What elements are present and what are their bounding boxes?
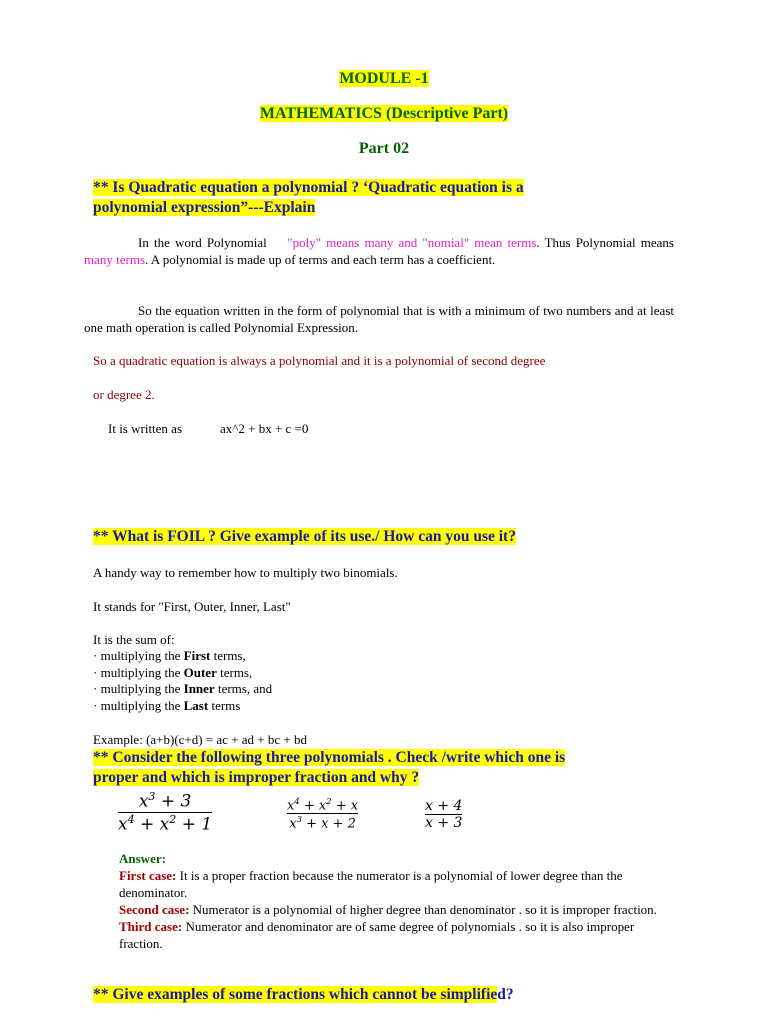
question-4 [93, 985, 514, 1005]
foil-item-first: · multiplying the First terms, [93, 648, 246, 663]
question-1 [93, 178, 653, 218]
question-4-tail: d? [497, 986, 514, 1003]
foil-line-2: It stands for "First, Outer, Inner, Last" [93, 599, 291, 614]
q1-p1-highlight-1: "poly" means many and "nomial" mean terms [287, 235, 537, 250]
fraction-1-numerator: $x^3 + 3$ [138, 790, 192, 812]
foil-item-last: · multiplying the Last terms [93, 697, 241, 713]
module-title-text: MODULE -1 [339, 70, 429, 87]
q1-p1-after-2: . A polynomial is made up of terms and each term has a coefficient. [145, 252, 496, 267]
foil-item-inner: · multiplying the Inner terms, and [93, 681, 273, 696]
answer-label: Answer: [119, 851, 166, 866]
q1-p1-after-1: . Thus Polynomial means [536, 235, 674, 250]
fraction-3-denominator: x + 3 [425, 815, 463, 831]
subject-title [0, 105, 768, 123]
q1-p2-text: So the equation written in the form of polynomial that is with a minimum of two numbers and at least one math operation is called Polynomial Expression. [84, 303, 674, 335]
answer-case-1: First case: It is a proper fraction because the numerator is a polynomial of lower degree than the denominator. [119, 868, 623, 900]
q1-paragraph-3-line2: or degree 2. [93, 387, 155, 402]
question-4-text: ** Give examples of some fractions which cannot be simplifie [93, 986, 498, 1003]
answer-case-2: Second case: Numerator is a polynomial of higher degree than denominator . so it is improper fraction. [119, 902, 657, 917]
foil-example: Example: (a+b)(c+d) = ac + ad + bc + bd [93, 732, 307, 747]
q1-p1-indent: In the word Polynomial [138, 235, 267, 250]
module-title [0, 70, 768, 88]
question-1-line1: ** Is Quadratic equation a polynomial ? ‘Quadratic equation is a [93, 179, 524, 196]
fraction-2 [287, 796, 358, 832]
foil-line-1: A handy way to remember how to multiply two binomials. [93, 565, 398, 580]
foil-item-outer: · multiplying the Outer terms, [93, 664, 253, 680]
fraction-3-numerator: x + 4 [425, 798, 463, 814]
written-as-label: It is written as [108, 421, 183, 436]
question-1-line2: polynomial expression”---Explain [93, 199, 316, 216]
foil-list [93, 648, 272, 714]
subject-title-text: MATHEMATICS (Descriptive Part) [259, 105, 509, 122]
fraction-2-denominator: $x^3 + x + 2$ [289, 814, 356, 832]
q1-paragraph-3-line1: So a quadratic equation is always a polynomial and it is a polynomial of second degree [93, 353, 546, 368]
question-3-line2: proper and which is improper fraction and why ? [93, 769, 420, 786]
q1-paragraph-2 [84, 302, 674, 336]
question-2 [93, 527, 516, 547]
foil-line-3: It is the sum of: [93, 632, 175, 647]
answer-case-3: Third case: Numerator and denominator are of same degree of polynomials . so it is also improper fraction. [119, 919, 635, 951]
fraction-3 [425, 798, 462, 831]
question-2-text: ** What is FOIL ? Give example of its use./ How can you use it? [93, 528, 516, 545]
fraction-1-denominator: $x^4 + x^2 + 1$ [118, 812, 213, 835]
part-title: Part 02 [358, 140, 410, 157]
fraction-1 [118, 790, 212, 834]
question-3 [93, 748, 683, 788]
quadratic-formula: ax^2 + bx + c =0 [220, 421, 309, 436]
answer-block [119, 850, 679, 952]
question-3-line1: ** Consider the following three polynomials . Check /write which one is [93, 749, 566, 766]
fraction-2-numerator: $x^4 + x^2 + x$ [287, 796, 359, 814]
q1-p1-highlight-2: many terms [84, 252, 146, 267]
q1-paragraph-1 [84, 234, 674, 268]
